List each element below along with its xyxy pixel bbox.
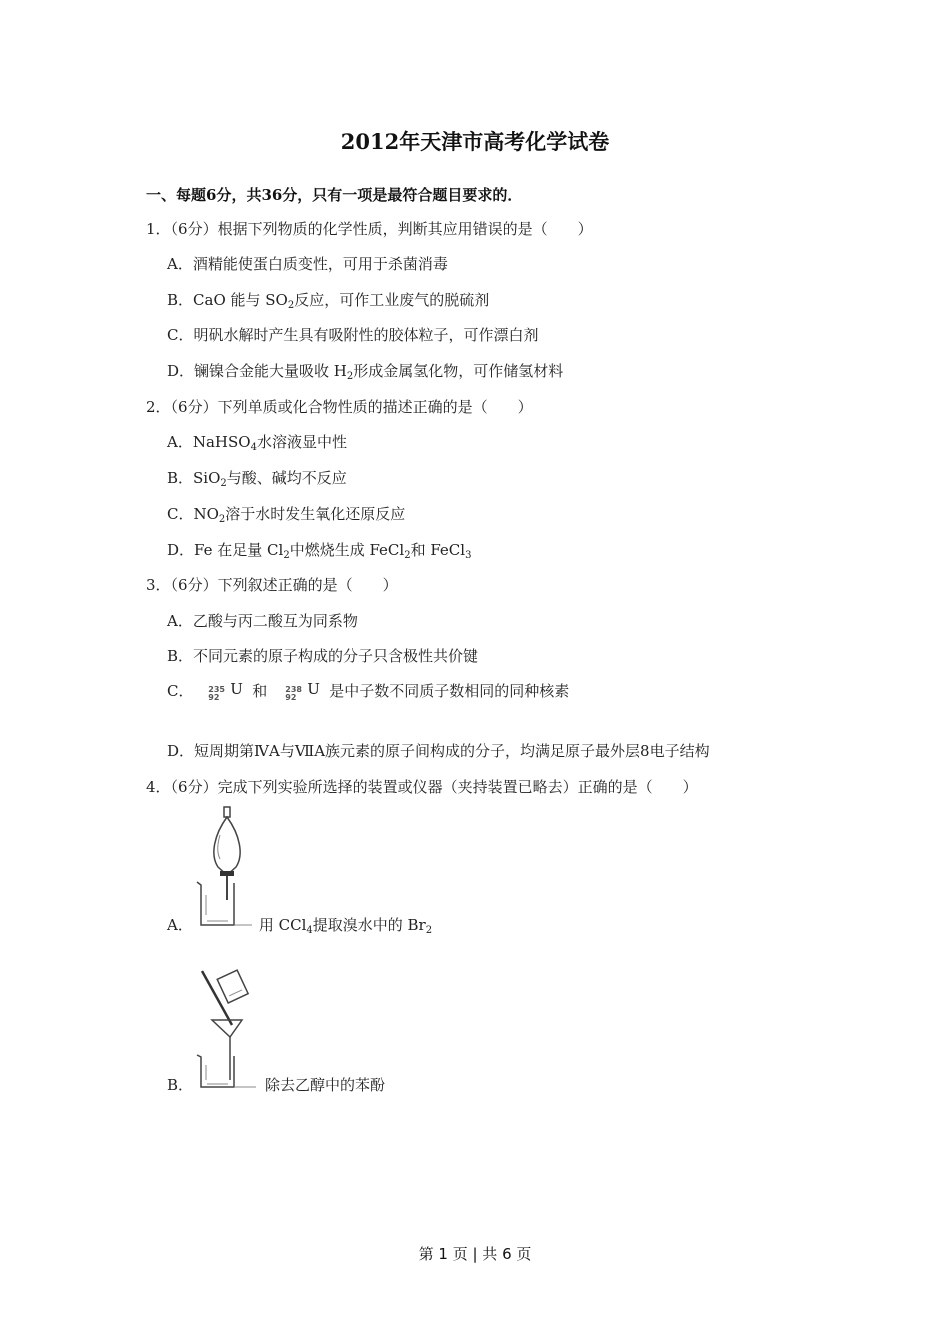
question-2-stem: 2．（6分）下列单质或化合物性质的描述正确的是（ ）: [146, 398, 533, 416]
option-label: D．: [167, 742, 195, 760]
subscript: 2: [218, 514, 226, 525]
option-text: 酒精能使蛋白质变性，可用于杀菌消毒: [192, 255, 448, 273]
separatory-funnel-figure: [192, 805, 262, 930]
section-heading: 一、每题6分，共36分，只有一项是最符合题目要求的．: [146, 186, 523, 204]
option-text: 提取溴水中的 Br: [312, 916, 426, 934]
option-text: NO: [193, 505, 219, 523]
isotope-numbers: 238 92: [285, 685, 302, 702]
q3-option-c: [167, 680, 569, 712]
isotope-u238: [275, 680, 319, 700]
subscript: 4: [250, 442, 257, 453]
option-label: A．: [167, 255, 193, 273]
page-footer: 第 1 页 | 共 6 页: [418, 1245, 532, 1263]
q1-option-c: [167, 324, 539, 345]
option-label: C．: [167, 326, 194, 344]
option-text: Fe 在足量 Cl: [194, 541, 284, 559]
subscript: 2: [283, 550, 290, 561]
option-label: A．: [167, 433, 193, 451]
subscript: 2: [346, 371, 354, 382]
option-text: 中燃烧生成 FeCl: [289, 541, 405, 559]
q4-option-b: [167, 1074, 385, 1095]
option-text: 反应，可作工业废气的脱硫剂: [294, 291, 490, 309]
option-text: 乙酸与丙二酸互为同系物: [192, 612, 358, 630]
subscript: 2: [404, 550, 411, 561]
option-label: B．: [167, 469, 194, 487]
q3-option-b: [167, 645, 478, 666]
option-text: 和 FeCl: [410, 541, 466, 559]
option-label: B．: [167, 1076, 194, 1094]
subscript: 2: [287, 300, 295, 311]
option-text: SiO: [193, 469, 221, 487]
option-label: B．: [167, 291, 194, 309]
option-label: D．: [167, 541, 195, 559]
question-1-stem: 1．（6分）根据下列物质的化学性质，判断其应用错误的是（ ）: [146, 220, 593, 238]
q3-option-d: [167, 740, 710, 761]
option-label: A．: [167, 612, 193, 630]
option-text: 不同元素的原子构成的分子只含极性共价键: [193, 647, 479, 665]
isotope-u235: [198, 680, 242, 700]
q2-option-b: [167, 467, 347, 488]
q3-option-a: [167, 610, 358, 631]
isotope-numbers: 235 92: [208, 685, 225, 702]
q1-option-d: [167, 360, 563, 381]
q2-option-c: [167, 503, 405, 524]
option-text: 是中子数不同质子数相同的同种核素: [329, 682, 570, 700]
page-title: 2012年天津市高考化学试卷: [340, 129, 610, 154]
option-text: CaO 能与 SO: [193, 291, 288, 309]
option-label: A．: [167, 916, 193, 934]
option-text: 除去乙醇中的苯酚: [265, 1076, 386, 1094]
option-text: NaHSO: [192, 433, 251, 451]
option-text: 镧镍合金能大量吸收 H: [194, 362, 347, 380]
question-4-stem: 4．（6分）完成下列实验所选择的装置或仪器（夹持装置已略去）正确的是（ ）: [146, 778, 698, 796]
option-label: C．: [167, 505, 194, 523]
option-text: 和: [252, 682, 268, 700]
q1-option-a: [167, 253, 448, 274]
q2-option-d: [167, 539, 471, 560]
option-label: B．: [167, 647, 194, 665]
subscript: 2: [425, 925, 433, 936]
option-text: 水溶液显中性: [256, 433, 347, 451]
question-3-stem: 3．（6分）下列叙述正确的是（ ）: [146, 576, 398, 594]
q4-option-a: [167, 914, 432, 935]
element-symbol: U: [230, 680, 243, 698]
option-text: 明矾水解时产生具有吸附性的胶体粒子，可作漂白剂: [193, 326, 539, 344]
option-text: 短周期第ⅣA与ⅦA族元素的原子间构成的分子，均满足原子最外层8电子结构: [194, 742, 710, 760]
option-text: 与酸、碱均不反应: [226, 469, 347, 487]
q1-option-b: [167, 289, 489, 310]
option-label: C．: [167, 682, 194, 700]
subscript: 2: [220, 478, 227, 489]
subscript: 4: [306, 925, 313, 936]
option-label: D．: [167, 362, 195, 380]
option-text: 溶于水时发生氧化还原反应: [225, 505, 406, 523]
filtration-figure: [192, 965, 262, 1090]
subscript: 3: [465, 550, 472, 561]
option-text: 形成金属氢化物，可作储氢材料: [353, 362, 564, 380]
element-symbol: U: [307, 680, 320, 698]
option-text: 用 CCl: [258, 916, 307, 934]
q2-option-a: [167, 431, 347, 452]
